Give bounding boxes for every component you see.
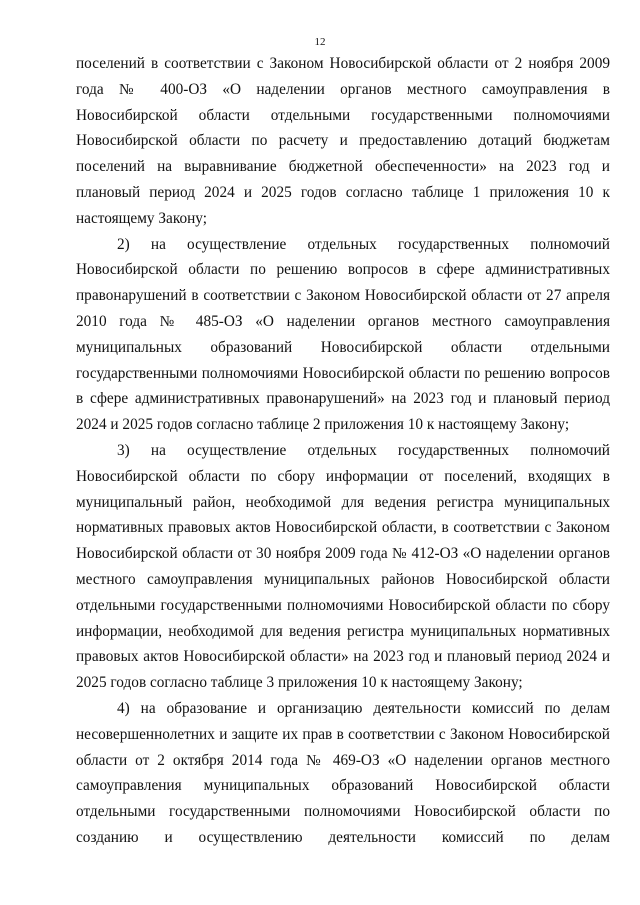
page-number: 12: [314, 36, 326, 48]
paragraph-4: 4) на образование и организацию деятельности комиссий по делам несовершеннолетних и защите их прав в соответствии с Законом Новосибирской области от 2 октября 2014 года № 469-ОЗ «О наделении органов местного самоуправления муниципальных образований Новосибирской области отдельными государственными полномочиями Новосибирской области по созданию и осуществлению деятельности комиссий по делам: [76, 699, 610, 846]
document-body: [76, 51, 610, 851]
paragraph-1: поселений в соответствии с Законом Новосибирской области от 2 ноября 2009 года № 400-ОЗ «О наделении органов местного самоуправления в Новосибирской области отдельными государственными полномочиями Новосибирской области по расчету и предоставлению дотаций бюджетам поселений на выравнивание бюджетной обеспеченности» на 2023 год и плановый период 2024 и 2025 годов согласно таблице 1 приложения 10 к настоящему Закону;: [76, 55, 610, 227]
paragraph-3: 3) на осуществление отдельных государственных полномочий Новосибирской области по сбору информации от поселений, входящих в муниципальный район, необходимой для ведения регистра муниципальных нормативных правовых актов Новосибирской области, в соответствии с Законом Новосибирской области от 30 ноября 2009 года № 412-ОЗ «О наделении органов местного самоуправления муниципальных районов Новосибирской области отдельными государственными полномочиями Новосибирской области по сбору информации, необходимой для ведения регистра муниципальных нормативных правовых актов Новосибирской области» на 2023 год и плановый период 2024 и 2025 годов согласно таблице 3 приложения 10 к настоящему Закону;: [76, 441, 610, 692]
paragraph-2: 2) на осуществление отдельных государственных полномочий Новосибирской области по решению вопросов в сфере административных правонарушений в соответствии с Законом Новосибирской области от 27 апреля 2010 года № 485-ОЗ «О наделении органов местного самоуправления муниципальных образований Новосибирской области отдельными государственными полномочиями Новосибирской области по решению вопросов в сфере административных правонарушений» на 2023 год и плановый период 2024 и 2025 годов согласно таблице 2 приложения 10 к настоящему Закону;: [76, 235, 610, 434]
